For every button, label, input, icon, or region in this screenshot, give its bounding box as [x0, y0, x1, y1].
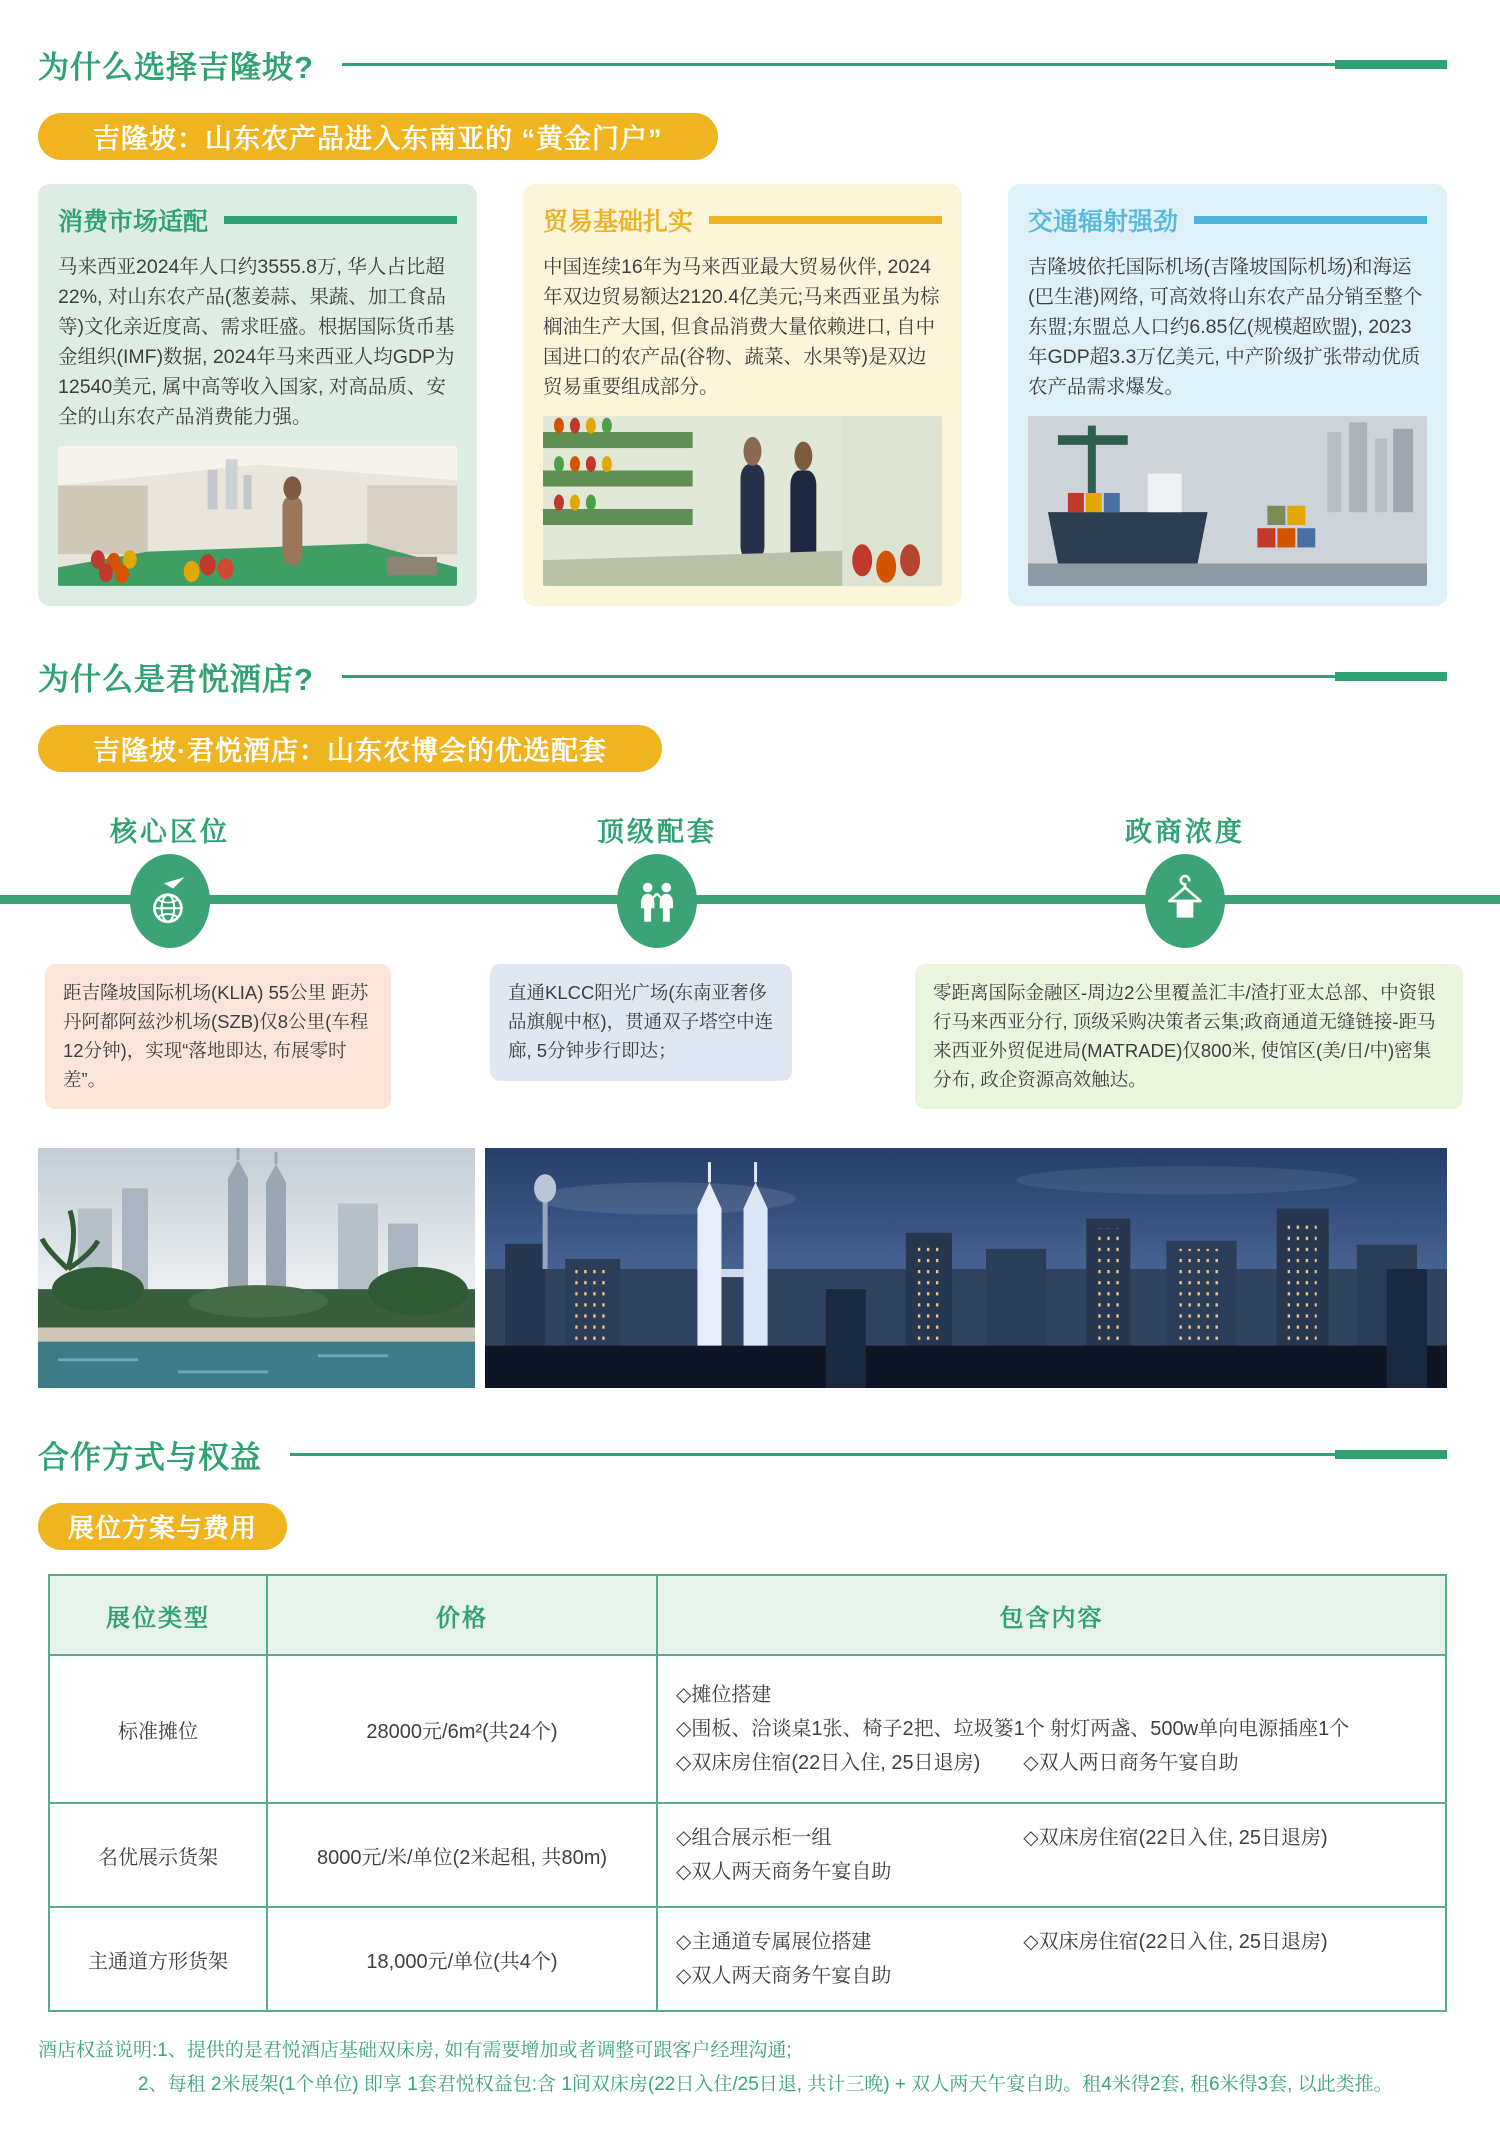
- card-trade-basis: [523, 184, 962, 606]
- hotel-benefit-notes: [38, 2034, 1447, 2102]
- card-body: 中国连续16年为马来西亚最大贸易伙伴, 2024年双边贸易额达2120.4亿美元;马来西亚虽为棕榈油生产大国, 但食品消费大量依赖进口, 自中国进口的农产品(谷物、蔬菜、水果等)是双边贸易重要组成部分。: [543, 256, 940, 399]
- kl-skyline-photo: [485, 1148, 1447, 1388]
- banner-hyatt-package: 吉隆坡·君悦酒店：山东农博会的优选配套: [38, 725, 662, 772]
- feature-title-facilities: 顶级配套: [597, 817, 717, 847]
- feature-box-location: 距吉隆坡国际机场(KLIA) 55公里 距苏丹阿都阿兹沙机场(SZB)仅8公里(车程12分钟)，实现“落地即达, 布展零时差”。: [45, 964, 391, 1109]
- booth-table-header-row: [49, 1575, 1446, 1655]
- include-item: ◇双人两日商务午宴自助: [1023, 1752, 1239, 1774]
- timeline-rule: [0, 895, 1500, 904]
- section-why-hyatt-header: [38, 654, 1447, 699]
- include-item: ◇围板、洽谈桌1张、椅子2把、垃圾篓1个 射灯两盏、500w单向电源插座1个: [676, 1718, 1350, 1740]
- table-row-display-shelf: [49, 1803, 1446, 1907]
- title-rule: [342, 63, 1447, 66]
- card-title: 贸易基础扎实: [543, 208, 694, 236]
- card-body: 马来西亚2024年人口约3555.8万, 华人占比超22%, 对山东农产品(葱姜蒜、果蔬、加工食品等)文化亲近度高、需求旺盛。根据国际货币基金组织(IMF)数据, 2024年马来西亚人均GDP为12540美元, 属中高等收入国家, 对高品质、安全的山东农产品消费能力强。: [58, 256, 455, 429]
- booth-price: 8000元/米/单位(2米起租, 共80m): [267, 1803, 657, 1907]
- include-item: ◇摊位搭建: [676, 1684, 772, 1706]
- card-title-rule: [1194, 216, 1427, 224]
- booth-table: [48, 1574, 1447, 2012]
- booth-includes: [657, 1803, 1446, 1907]
- feature-box-facilities: 直通KLCC阳光广场(东南亚奢侈品旗舰中枢)，贯通双子塔空中连廊, 5分钟步行即达；: [490, 964, 792, 1081]
- card-body: 吉隆坡依托国际机场(吉隆坡国际机场)和海运(巴生港)网络, 可高效将山东农产品分销至整个东盟;东盟总人口约6.85亿(规模超欧盟), 2023年GDP超3.3万亿美元, 中产阶级扩张带动优质农产品需求爆发。: [1028, 256, 1423, 399]
- port-photo: [1028, 416, 1427, 586]
- people-icon: [617, 854, 697, 948]
- header-includes: 包含内容: [657, 1575, 1446, 1655]
- section-title-cooperation: 合作方式与权益: [38, 1440, 262, 1475]
- title-rule: [290, 1453, 1447, 1456]
- include-item: ◇双人两天商务午宴自助: [676, 1861, 892, 1883]
- globe-plane-icon: [130, 854, 210, 948]
- hotel-photo-strip: [38, 1148, 1447, 1388]
- booth-type: 名优展示货架: [49, 1803, 267, 1907]
- section-title-why-kl: 为什么选择吉隆坡?: [38, 50, 314, 85]
- feature-title-government: 政商浓度: [1125, 817, 1245, 847]
- booth-includes: [657, 1655, 1446, 1803]
- section-why-kl-header: [38, 42, 1447, 87]
- table-row-standard-booth: [49, 1655, 1446, 1803]
- include-item: ◇组合展示柜一组: [676, 1827, 832, 1849]
- header-booth-type: 展位类型: [49, 1575, 267, 1655]
- booth-includes: [657, 1907, 1446, 2011]
- card-title: 消费市场适配: [58, 208, 209, 236]
- include-item: ◇双床房住宿(22日入住, 25日退房): [676, 1752, 981, 1774]
- card-consumer-market: [38, 184, 477, 606]
- include-item: ◇双床房住宿(22日入住, 25日退房): [1023, 1931, 1328, 1953]
- title-rule: [342, 675, 1447, 678]
- include-item: ◇双床房住宿(22日入住, 25日退房): [1023, 1827, 1328, 1849]
- market-photo: [58, 446, 457, 586]
- note-line-2: 2、每租 2米展架(1个单位) 即享 1套君悦权益包:含 1间双床房(22日入住/25日退, 共计三晚) + 双人两天午宴自助。租4米得2套, 租6米得3套, 以此类推。: [138, 2074, 1393, 2096]
- card-transport-reach: [1008, 184, 1447, 606]
- booth-price: 28000元/6m²(共24个): [267, 1655, 657, 1803]
- booth-type: 主通道方形货架: [49, 1907, 267, 2011]
- feature-box-government: 零距离国际金融区-周边2公里覆盖汇丰/渣打亚太总部、中资银行马来西亚分行, 顶级采购决策者云集;政商通道无缝链接-距马来西亚外贸促进局(MATRADE)仅800米, 使馆区(美/日/中)密集分布, 政企资源高效触达。: [915, 964, 1463, 1109]
- advantage-cards: [38, 184, 1447, 606]
- hyatt-features: [0, 796, 1500, 1148]
- card-title-rule: [709, 216, 942, 224]
- include-item: ◇双人两天商务午宴自助: [676, 1965, 892, 1987]
- header-price: 价格: [267, 1575, 657, 1655]
- booth-type: 标准摊位: [49, 1655, 267, 1803]
- feature-title-location: 核心区位: [110, 817, 230, 847]
- section-cooperation-header: [38, 1432, 1447, 1477]
- banner-golden-gateway: 吉隆坡：山东农产品进入东南亚的 “黄金门户”: [38, 113, 718, 160]
- section-title-why-hyatt: 为什么是君悦酒店?: [38, 662, 314, 697]
- table-row-main-aisle-shelf: [49, 1907, 1446, 2011]
- grocery-photo: [543, 416, 942, 586]
- card-title-rule: [224, 216, 457, 224]
- hotel-pool-photo: [38, 1148, 475, 1388]
- banner-booth-plan: 展位方案与费用: [38, 1503, 287, 1550]
- card-title: 交通辐射强劲: [1028, 208, 1179, 236]
- hanger-icon: [1145, 854, 1225, 948]
- include-item: ◇主通道专属展位搭建: [676, 1931, 872, 1953]
- note-line-1: 酒店权益说明:1、提供的是君悦酒店基础双床房, 如有需要增加或者调整可跟客户经理沟通;: [38, 2040, 792, 2061]
- booth-price: 18,000元/单位(共4个): [267, 1907, 657, 2011]
